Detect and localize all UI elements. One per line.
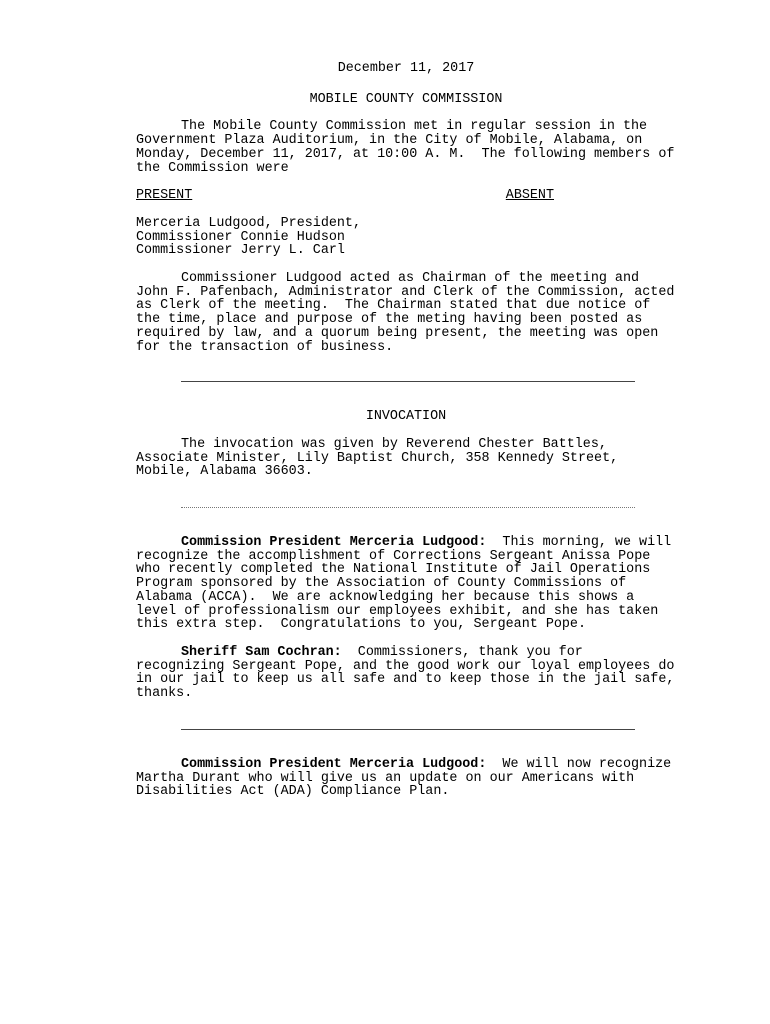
speaker-2: Sheriff Sam Cochran: <box>181 644 342 660</box>
statement-3-text: We will now recognize Martha Durant who will give us an update on our Americans with Disabilities Act (ADA) Compliance Plan. <box>136 756 680 800</box>
absent-label: ABSENT <box>505 188 554 204</box>
organization-title: MOBILE COUNTY COMMISSION <box>309 91 503 107</box>
invocation-heading: INVOCATION <box>365 409 447 425</box>
speaker-3: Commission President Merceria Ludgood: <box>181 756 487 772</box>
statement-1 <box>136 535 680 633</box>
document-page <box>136 61 683 800</box>
meeting-date: December 11, 2017 <box>337 61 475 76</box>
present-label: PRESENT <box>136 188 193 204</box>
present-member-1: Merceria Ludgood, President, <box>136 215 361 231</box>
present-member-3: Commissioner Jerry L. Carl <box>136 243 345 259</box>
chairman-paragraph: Commissioner Ludgood acted as Chairman of the meeting and John F. Pafenbach, Administrator and Clerk of the Commission, acted as Clerk of the meeting. The Chairman stated that due notice of the time, place and purpose of the meting having been posted as required by law, and a quorum being present, the meeting was open for the transaction of business. <box>136 271 683 355</box>
statement-1-text: This morning, we will recognize the accomplishment of Corrections Sergeant Anissa Pope who recently completed the National Institute of Jail Operations Program sponsored by the Association of County Commissions of Alabama (ACCA). We are acknowledging her because this shows a level of professionalism our employees exhibit, and she has taken this extra step. Congratulations to you, Sergeant Pope. <box>136 535 680 633</box>
statement-2-text: Commissioners, thank you for recognizing Sergeant Pope, and the good work our loyal employees do in our jail to keep us all safe and to keep those in the jail safe, thanks. <box>136 644 683 702</box>
present-member-2: Commissioner Connie Hudson <box>136 229 345 245</box>
attendance-headers <box>136 189 676 203</box>
statement-3 <box>136 756 680 800</box>
speaker-1: Commission President Merceria Ludgood: <box>181 535 487 551</box>
statement-2 <box>136 644 683 702</box>
intro-paragraph: The Mobile County Commission met in regular session in the Government Plaza Auditorium, in the City of Mobile, Alabama, on Monday, December 11, 2017, at 10:00 A. M. The following members of the Commission were <box>136 119 683 176</box>
invocation-paragraph: The invocation was given by Reverend Chester Battles, Associate Minister, Lily Baptist Church, 358 Kennedy Street, Mobile, Alabama 36603. <box>136 436 627 480</box>
